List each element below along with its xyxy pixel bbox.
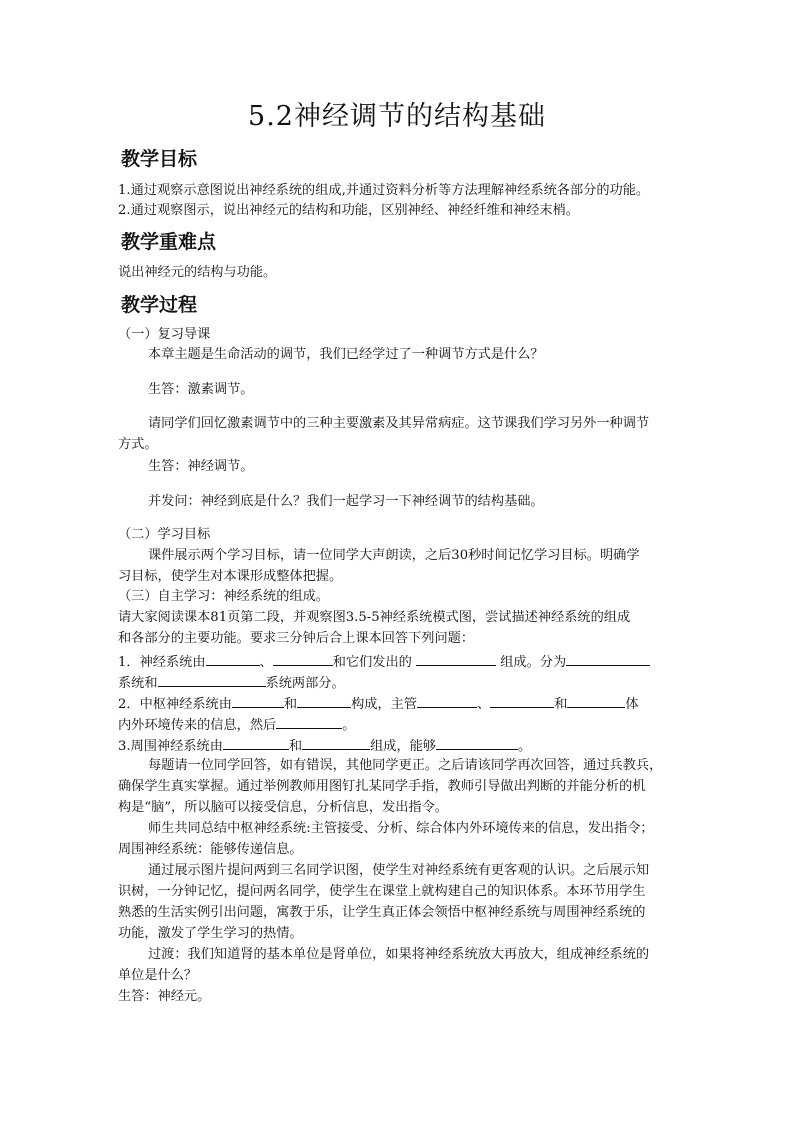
paragraph-1-line-1: 每题请一位同学回答，如有错误，其他同学更正。之后请该同学再次回答，通过兵教兵， [148,758,663,773]
q1-blank-5[interactable] [158,672,266,687]
q2-text-e: 和 [554,697,568,712]
recall-line-1: 请同学们回忆激素调节中的三种主要激素及其异常病症。这节课我们学习另外一种调节 [148,416,650,431]
transition-line-1: 过渡：我们知道肾的基本单位是肾单位，如果将神经系统放大再放大，组成神经系统的 [148,947,650,962]
q2-blank-1[interactable] [232,693,284,708]
answer-2: 生答：神经调节。 [148,459,254,474]
q2-blank-2[interactable] [297,693,351,708]
paragraph-2-line-1: 师生共同总结中枢神经系统:主管接受、分析、综合体内外环境传来的信息，发出指令； [148,821,654,836]
q1-text-c: 和它们发出的 [332,655,412,670]
reading-line-2: 和各部分的主要功能。要求三分钟后合上课本回答下列问题： [118,631,475,646]
objective-1: 1.通过观察示意图说出神经系统的组成,并通过资料分析等方法理解神经系统各部分的功能。 [118,183,650,198]
q3-blank-1[interactable] [223,735,289,750]
q2-blank-5[interactable] [567,693,625,708]
q1-blank-3[interactable] [416,651,496,666]
question-2-line-1 [118,693,639,715]
heading-process: 教学过程 [121,294,198,316]
q2-blank-3[interactable] [417,693,477,708]
question-1-line-1 [118,651,650,673]
q2-text-c: 构成，主管 [351,697,418,712]
question-2-line-2 [118,714,355,736]
paragraph-1-line-3: 构是“脑”，所以脑可以接受信息，分析信息，发出指令。 [118,800,448,815]
q3-text-b: 和 [288,739,303,754]
objective-2: 2.通过观察图示，说出神经元的结构和功能，区别神经、神经纤维和神经末梢。 [118,203,579,218]
q1-blank-1[interactable] [206,651,260,666]
heading-objectives: 教学目标 [121,148,198,170]
q2-blank-4[interactable] [490,693,554,708]
reading-line-1: 请大家阅读课本81页第二段，并观察图3.5-5神经系统模式图，尝试描述神经系统的组成 [118,610,631,625]
question-1-line-2 [118,672,345,694]
paragraph-2-line-2: 周围神经系统：能够传递信息。 [118,842,303,857]
q3-text-d: 。 [518,739,532,754]
heading-key-point: 教学重难点 [121,231,217,253]
review-label: （一）复习导课 [118,327,211,342]
question-3 [118,735,531,757]
q1-blank-4[interactable] [566,651,650,666]
answer-3: 生答：神经元。 [118,989,211,1004]
review-question: 本章主题是生命活动的调节，我们已经学过了一种调节方式是什么？ [148,347,544,362]
paragraph-3-line-1: 通过展示图片提问两到三名同学识图，使学生对神经系统有更客观的认识。之后展示知 [148,863,650,878]
q2-text-d: 、 [477,697,491,712]
q3-blank-3[interactable] [436,735,518,750]
q3-blank-2[interactable] [302,735,370,750]
ask-line: 并发问：神经到底是什么？我们一起学习一下神经调节的结构基础。 [148,494,544,509]
q2-text-h: 。 [342,718,356,733]
goal-label: （二）学习目标 [118,527,211,542]
q3-text-c: 组成，能够 [370,739,437,754]
self-study-label: （三）自主学习：神经系统的组成。 [118,589,329,604]
goal-line-1: 课件展示两个学习目标，请一位同学大声朗读，之后30秒时间记忆学习目标。明确学 [148,548,640,563]
paragraph-3-line-4: 功能，激发了学生学习的热情。 [118,926,303,941]
q1-text-f: 系统两部分。 [265,676,345,691]
q1-text-d: 组成。分为 [500,655,567,670]
answer-1: 生答：激素调节。 [148,382,254,397]
q1-text-b: 、 [259,655,273,670]
transition-line-2: 单位是什么？ [118,968,198,983]
q1-blank-2[interactable] [273,651,333,666]
paragraph-3-line-3: 熟悉的生活实例引出问题，寓教于乐，让学生真正体会领悟中枢神经系统与周围神经系统的 [118,905,646,920]
paragraph-1-line-2: 确保学生真实掌握。通过举例教师用图钉扎某同学手指，教师引导做出判断的并能分析的机 [118,779,646,794]
q2-text-f: 体 [625,697,639,712]
q2-text-a: 2．中枢神经系统由 [118,697,232,712]
recall-line-2: 方式。 [118,437,158,452]
q2-blank-6[interactable] [276,714,342,729]
q1-text-a: 1．神经系统由 [118,655,206,670]
q3-text-a: 3.周围神经系统由 [118,739,223,754]
key-point-text: 说出神经元的结构与功能。 [118,265,277,280]
goal-line-2: 习目标，使学生对本课形成整体把握。 [118,569,343,584]
q2-text-b: 和 [283,697,298,712]
q1-text-e: 系统和 [118,676,158,691]
q2-text-g: 内外环境传来的信息，然后 [118,718,277,733]
page-title: 5.2神经调节的结构基础 [248,101,546,132]
paragraph-3-line-2: 识树，一分钟记忆，提问两名同学，使学生在课堂上就构建自己的知识体系。本环节用学生 [118,884,646,899]
